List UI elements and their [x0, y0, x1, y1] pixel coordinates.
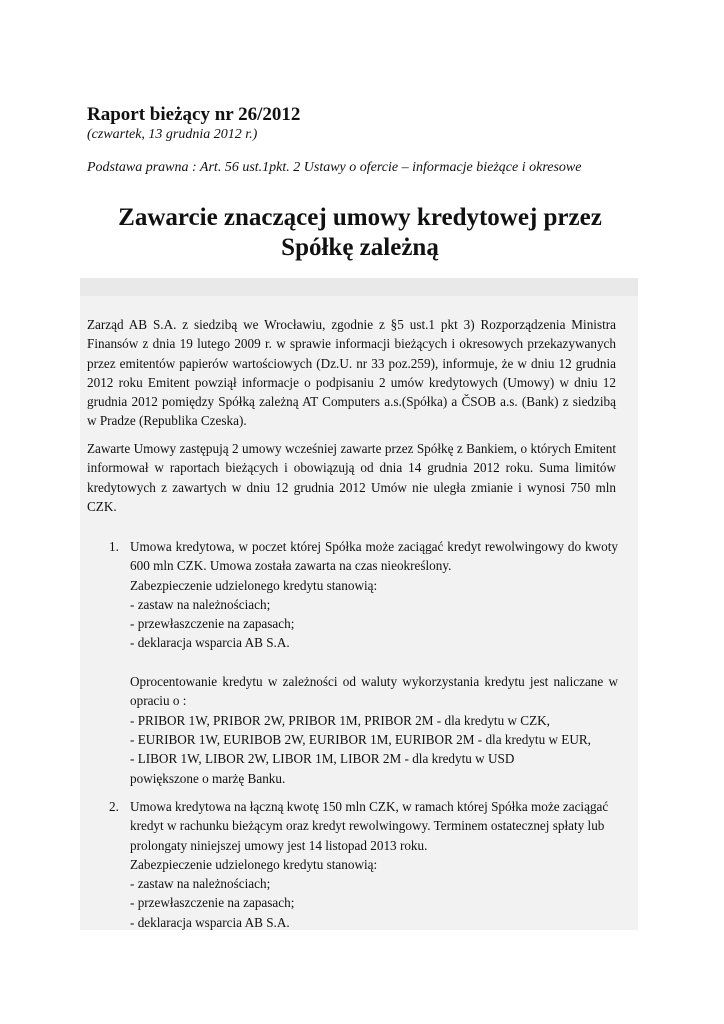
security-entry: - zastaw na należnościach;	[130, 596, 271, 612]
security-entry: - deklaracja wsparcia AB S.A.	[130, 635, 290, 651]
list-item-intro-line: kredyt w rachunku bieżącym oraz kredyt rewolwingowy. Terminem ostatecznej spłaty lub	[130, 818, 605, 834]
interest-intro: Oprocentowanie kredytu w zależności od waluty wykorzystania kredytu jest naliczane w opraciu o :	[130, 674, 618, 709]
rate-entry: - LIBOR 1W, LIBOR 2W, LIBOR 1M, LIBOR 2M - dla kredytu w USD	[130, 751, 515, 767]
security-entry: - przewłaszczenie na zapasach;	[130, 895, 295, 911]
security-entry: - zastaw na należnościach;	[130, 876, 271, 892]
security-label: Zabezpieczenie udzielonego kredytu stanowią:	[130, 577, 378, 593]
list-item-intro-line: prolongaty niniejszej umowy jest 14 listopad 2013 roku.	[130, 837, 428, 853]
list-item-2	[130, 797, 618, 932]
legal-basis: Podstawa prawna : Art. 56 ust.1pkt. 2 Ustawy o ofercie – informacje bieżące i okresowe	[87, 160, 582, 175]
security-entry: - przewłaszczenie na zapasach;	[130, 616, 295, 632]
headline	[87, 203, 633, 263]
spacer	[130, 653, 618, 672]
content-box-header-band	[80, 278, 638, 296]
list-item-intro: Umowa kredytowa, w poczet której Spółka może zaciągać kredyt rewolwingowy do kwoty 600 mln CZK. Umowa została zawarta na czas nieokreślony.	[130, 539, 618, 574]
headline-line: Spółkę zależną	[281, 234, 439, 261]
security-entry: - deklaracja wsparcia AB S.A.	[130, 914, 290, 930]
list-number: 1.	[109, 539, 119, 554]
report-title: Raport bieżący nr 26/2012	[87, 104, 301, 125]
body-paragraph: Zawarte Umowy zastępują 2 umowy wcześniej zawarte przez Spółkę z Bankiem, o których Emitent informował w raportach bieżących i obowiązują od dnia 14 grudnia 2012 roku. Suma limitów kredytowych z zawartych w dniu 12 grudnia 2012 Umów nie uległa zmianie i wynosi 750 mln CZK.	[87, 441, 616, 514]
rate-entry: - PRIBOR 1W, PRIBOR 2W, PRIBOR 1M, PRIBOR 2M - dla kredytu w CZK,	[130, 712, 550, 728]
headline-line: Zawarcie znaczącej umowy kredytowej przez	[118, 204, 602, 231]
security-label: Zabezpieczenie udzielonego kredytu stanowią:	[130, 856, 378, 872]
rate-entry: powiększone o marżę Banku.	[130, 770, 286, 786]
body-paragraph: Zarząd AB S.A. z siedzibą we Wrocławiu, zgodnie z §5 ust.1 pkt 3) Rozporządzenia Ministra Finansów z dnia 19 lutego 2009 r. w sprawie informacji bieżących i okresowych przekazywanych przez emitentów papierów wartościowych (Dz.U. nr 33 poz.259), informuje, że w dniu 12 grudnia 2012 roku Emitent powziął informacje o podpisaniu 2 umów kredytowych (Umowy) w dniu 12 grudnia 2012 pomiędzy Spółką zależną AT Computers a.s.(Spółka) a ČSOB a.s. (Bank) z siedzibą w Pradze (Republika Czeska).	[87, 317, 616, 429]
list-number: 2.	[109, 799, 119, 814]
list-item-intro-line: Umowa kredytowa na łączną kwotę 150 mln CZK, w ramach której Spółka może zaciągać	[130, 799, 609, 814]
rate-entry: - EURIBOR 1W, EURIBOB 2W, EURIBOR 1M, EURIBOR 2M - dla kredytu w EUR,	[130, 731, 591, 747]
list-item-1	[130, 537, 618, 788]
report-date: (czwartek, 13 grudnia 2012 r.)	[87, 127, 258, 142]
